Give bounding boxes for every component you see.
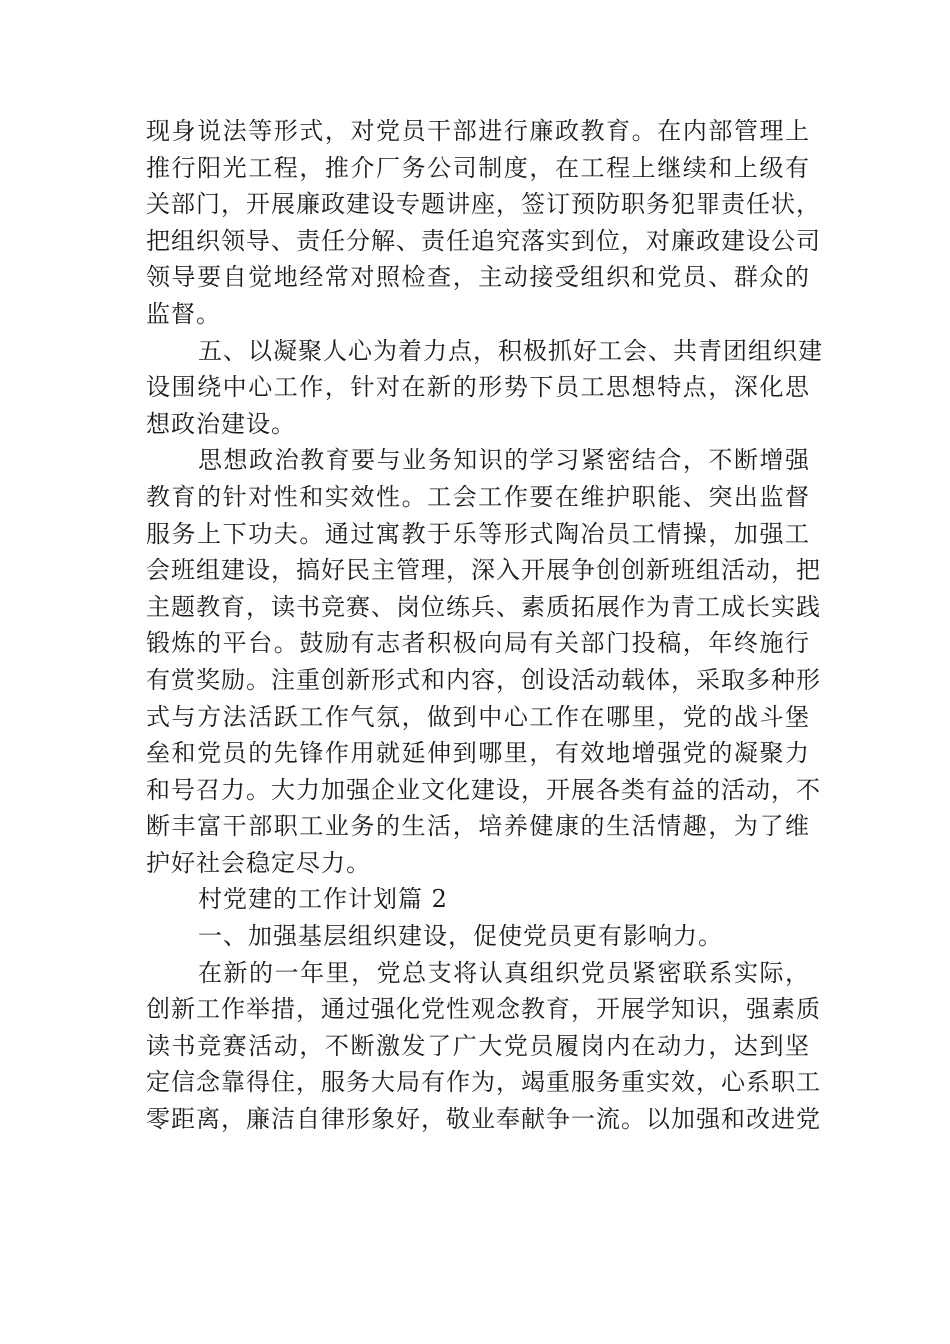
paragraph-2 (146, 333, 823, 443)
section-title-text: 村党建的工作计划篇 2 (198, 885, 448, 914)
text-line: 式与方法活跃工作气氛，做到中心工作在哪里，党的战斗堡 (146, 702, 810, 731)
subsection-heading (146, 918, 810, 955)
document-page (146, 113, 823, 1138)
text-line: 现身说法等形式，对党员干部进行廉政教育。在内部管理上 (146, 117, 810, 145)
section-title (146, 881, 810, 918)
text-line: 断丰富干部职工业务的生活，培养健康的生活情趣，为了维 (146, 812, 810, 841)
text-line: 在新的一年里，党总支将认真组织党员紧密联系实际， (198, 958, 810, 987)
text-line: 创新工作举措，通过强化党性观念教育，开展学知识，强素质 (146, 995, 821, 1024)
paragraph-3 (146, 442, 821, 881)
text-line: 读书竞赛活动，不断激发了广大党员履岗内在动力，达到坚 (146, 1031, 810, 1060)
text-line: 定信念靠得住，服务大局有作为，竭重服务重实效，心系职工 (146, 1068, 821, 1097)
text-line: 推行阳光工程，推介厂务公司制度，在工程上继续和上级有 (146, 153, 810, 182)
text-line: 护好社会稳定尽力。 (146, 848, 371, 877)
paragraph-1 (146, 113, 821, 333)
text-line: 锻炼的平台。鼓励有志者积极向局有关部门投稿，年终施行 (146, 629, 810, 658)
text-line: 会班组建设，搞好民主管理，深入开展争创创新班组活动，把 (146, 556, 821, 585)
text-line: 五、以凝聚人心为着力点，积极抓好工会、共青团组织建 (198, 336, 823, 365)
text-line: 教育的针对性和实效性。工会工作要在维护职能、突出监督 (146, 482, 810, 511)
text-line: 想政治建设。 (146, 409, 296, 438)
text-line: 领导要自觉地经常对照检查，主动接受组织和党员、群众的 (146, 263, 810, 292)
paragraph-4 (146, 955, 821, 1138)
text-line: 有赏奖励。注重创新形式和内容，创设活动载体，采取多种形 (146, 665, 821, 694)
text-line: 思想政治教育要与业务知识的学习紧密结合，不断增强 (198, 446, 810, 475)
text-line: 设围绕中心工作，针对在新的形势下员工思想特点，深化思 (146, 373, 810, 402)
subsection-heading-text: 一、加强基层组织建设，促使党员更有影响力。 (198, 922, 723, 951)
text-line: 垒和党员的先锋作用就延伸到哪里，有效地增强党的凝聚力 (146, 739, 810, 768)
text-line: 关部门，开展廉政建设专题讲座，签订预防职务犯罪责任状， (146, 190, 821, 219)
text-line: 把组织领导、责任分解、责任追究落实到位，对廉政建设公司 (146, 226, 821, 255)
text-line: 服务上下功夫。通过寓教于乐等形式陶冶员工情操，加强工 (146, 519, 810, 548)
text-line: 主题教育，读书竞赛、岗位练兵、素质拓展作为青工成长实践 (146, 592, 821, 621)
text-line: 监督。 (146, 299, 221, 328)
text-line: 零距离，廉洁自律形象好，敬业奉献争一流。以加强和改进党 (146, 1105, 821, 1134)
text-line: 和号召力。大力加强企业文化建设，开展各类有益的活动，不 (146, 775, 821, 804)
